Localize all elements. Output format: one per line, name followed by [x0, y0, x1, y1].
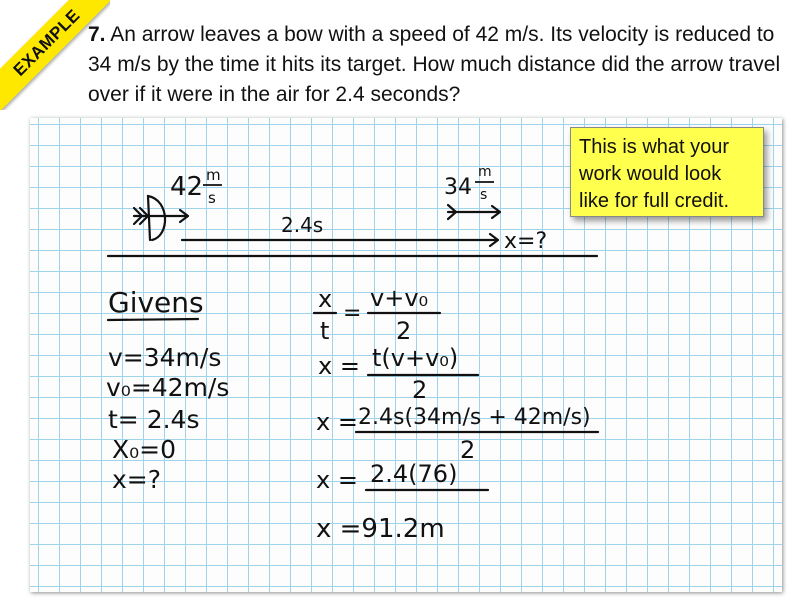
- given-initial-velocity: v₀=42m/s: [106, 373, 230, 402]
- eq2-denominator: 2: [412, 376, 428, 404]
- note-line-2: work would look: [579, 163, 722, 185]
- eq4-lhs: x =: [316, 466, 358, 494]
- given-final-velocity: v=34m/s: [108, 343, 222, 372]
- problem-text: An arrow leaves a bow with a speed of 42 m/s. Its velocity is reduced to 34 m/s by the time it hits its target. How much distance did the arrow travel over if it were in the air for 2.4 seconds?: [88, 23, 781, 106]
- arrow-at-target-icon: [448, 205, 500, 219]
- eq5-result: x =91.2m: [316, 514, 445, 544]
- eq1-rhs-denominator: 2: [396, 317, 412, 345]
- note-line-3: like for full credit.: [579, 190, 730, 212]
- final-speed-value: 34: [444, 175, 472, 200]
- initial-speed-unit-bottom: s: [208, 189, 216, 207]
- eq3-numerator: 2.4s(34m/s + 42m/s): [358, 405, 591, 430]
- initial-speed-value: 42: [170, 172, 204, 202]
- arrow-on-bow-icon: [134, 208, 188, 224]
- initial-speed-unit-top: m: [206, 166, 221, 184]
- given-time: t= 2.4s: [108, 405, 200, 434]
- eq1-rhs-numerator: v+v₀: [370, 284, 429, 312]
- time-label: 2.4s: [281, 213, 324, 237]
- example-ribbon: EXAMPLE: [0, 0, 110, 110]
- final-speed-unit-bottom: s: [480, 187, 488, 203]
- givens-underline: [108, 319, 198, 320]
- eq1-lhs-denominator: t: [320, 317, 330, 345]
- problem-number: 7.: [88, 23, 106, 46]
- eq2-numerator: t(v+v₀): [372, 344, 459, 372]
- full-credit-note: [570, 127, 764, 217]
- eq1-equals: =: [343, 301, 362, 326]
- distance-label: x=?: [504, 229, 548, 254]
- givens-title: Givens: [108, 286, 204, 319]
- eq3-lhs: x =: [316, 408, 358, 436]
- eq3-denominator: 2: [460, 436, 476, 464]
- eq4-numerator: 2.4(76): [370, 460, 458, 488]
- trajectory-arrow: [182, 234, 498, 246]
- given-unknown: x=?: [112, 465, 162, 494]
- note-line-1: This is what your: [579, 136, 730, 158]
- eq1-lhs-numerator: x: [318, 285, 333, 313]
- final-speed-unit-top: m: [478, 164, 492, 180]
- given-initial-position: X₀=0: [112, 435, 177, 464]
- eq2-lhs: x =: [318, 352, 360, 380]
